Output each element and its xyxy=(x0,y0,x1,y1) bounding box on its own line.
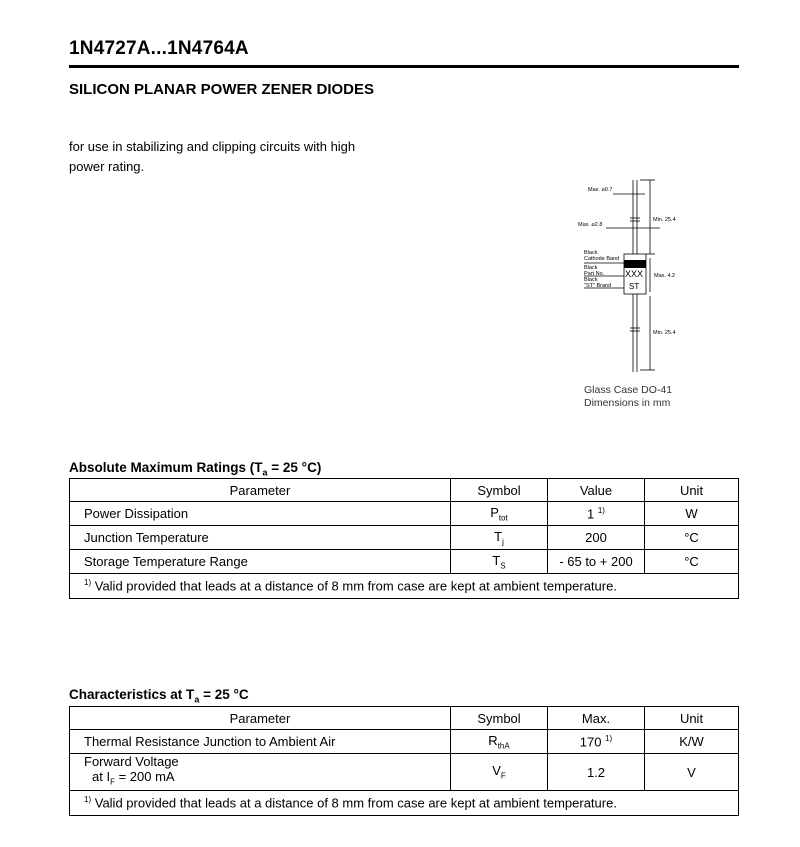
characteristics-title: Characteristics at $T_a = 25$ °C xyxy=(69,687,249,705)
table-footnote-row: $^{1)}$ Valid provided that leads at a distance of 8 mm from case are kept at ambient temperature. xyxy=(70,574,739,599)
table-header-row xyxy=(70,707,739,730)
part-mark: XXX xyxy=(625,269,644,279)
band3-label-a: Black xyxy=(584,277,598,283)
table-row: Storage Temperature Range $T_S$ - 65 to + 200 °C xyxy=(70,550,739,574)
table-footnote-row: $^{1)}$ Valid provided that leads at a distance of 8 mm from case are kept at ambient temperature. xyxy=(70,791,739,816)
header-parameter: Parameter xyxy=(70,707,451,730)
band2-label-b: Part No. xyxy=(584,271,605,277)
top-lead-length-label: Min. 25.4 xyxy=(653,217,676,223)
band2-label-a: Black xyxy=(584,265,598,271)
table-row: Forward Voltage at $I_F = 200$ mA $V_F$ 1.2 V xyxy=(70,754,739,791)
table-row: Power Dissipation $P_{tot}$ 1 $^{1)}$ W xyxy=(70,502,739,526)
datasheet-subtitle: SILICON PLANAR POWER ZENER DIODES xyxy=(69,81,375,98)
lead-dia-label: Max. ⌀0.7 xyxy=(588,187,613,193)
body-dia-label: Max. ⌀2.8 xyxy=(578,222,603,228)
datasheet-title: 1N4727A...1N4764A xyxy=(69,38,249,59)
abs-max-table xyxy=(69,478,739,599)
brand-mark: ST xyxy=(629,282,640,291)
band1-label-a: Black xyxy=(584,250,598,256)
header-symbol: Symbol xyxy=(451,707,548,730)
band1-label-b: Cathode Band xyxy=(584,256,620,262)
characteristics-table xyxy=(69,706,739,816)
cathode-band xyxy=(624,260,646,268)
header-symbol: Symbol xyxy=(451,479,548,502)
package-caption-line2: Dimensions in mm xyxy=(584,397,671,409)
header-parameter: Parameter xyxy=(70,479,451,502)
body-length-label: Max. 4.2 xyxy=(654,273,676,279)
table-row: Thermal Resistance Junction to Ambient Air $R_{thA}$ 170 $^{1)}$ K/W xyxy=(70,730,739,754)
header-max: Max. xyxy=(548,707,645,730)
bottom-lead-length-label: Min. 25.4 xyxy=(653,330,676,336)
package-drawing xyxy=(570,176,690,376)
band3-label-b: "ST" Brand xyxy=(584,283,612,289)
header-unit: Unit xyxy=(645,479,739,502)
title-rule xyxy=(69,65,739,68)
package-caption xyxy=(584,384,672,410)
abs-max-title: Absolute Maximum Ratings ($T_a = 25$ °C) xyxy=(69,460,322,478)
package-caption-line1: Glass Case DO-41 xyxy=(584,384,673,396)
header-unit: Unit xyxy=(645,707,739,730)
header-value: Value xyxy=(548,479,645,502)
description: for use in stabilizing and clipping circuits with high power rating. xyxy=(69,139,356,174)
table-row: Junction Temperature $T_j$ 200 °C xyxy=(70,526,739,550)
table-header-row xyxy=(70,479,739,502)
